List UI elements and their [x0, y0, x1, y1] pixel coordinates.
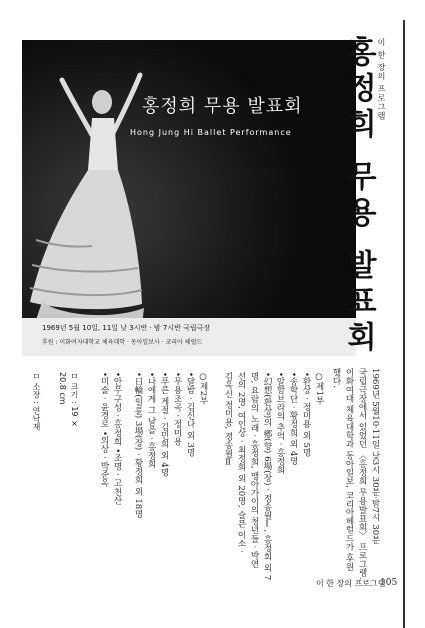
program-item: •달밤 · 김신나 외 3명: [185, 372, 195, 457]
program-item: •나에게 그 날을 · 홍정희: [146, 372, 156, 469]
poster-image: [22, 40, 356, 352]
poster-subtitle: Hong Jung Hi Ballet Performance: [130, 128, 292, 137]
program-item: •알함브라의 추억 · 홍정희: [275, 372, 285, 474]
program-item: •幻想(환상)의 鄕(향) 6場(장) · 정송월Ⅰ, 홍정희 외 7: [262, 372, 272, 581]
dancer-illustration: [22, 40, 356, 352]
program-item: •日輪(일륜) 3場(장) · 황정희 외 18명: [133, 372, 143, 518]
part1-heading: ○제1부: [314, 372, 324, 405]
program-item: 선의 2명, 여인상 · 최정희 외 20명, 슬픈 이소 ·: [236, 372, 246, 553]
staff-line: •미술 · 윤경로 •의상 · 박준옥: [99, 372, 109, 488]
page-rule: [403, 20, 405, 628]
program-item: 김옥신 정미용, 정송월Ⅱ: [223, 372, 233, 468]
poster-sponsor-line: 후원 : 이화여자대학교 체육대학 · 동아일보사 · 코리아 헤럴드: [42, 339, 203, 346]
series-label: 이 한 장의 프로그램: [377, 38, 386, 121]
info-line-1: 1969년 5월10·11일 낮3시 30분·밤7시 30분: [370, 368, 380, 544]
size-label: ㅁ 크기 : 19 × 20.8 cm: [58, 372, 79, 429]
info-line-2: 국립극장에서 있었던 〈홍정희 무용발표회〉 프로그램.: [357, 368, 367, 580]
info-line-4: 했다.: [331, 368, 341, 388]
page-number: 105: [380, 578, 398, 588]
program-item: •무용조곡 · 정미용: [172, 372, 182, 446]
program-item: •푸른 계절 · 김민희 외 4명: [159, 372, 169, 477]
footer-label: 이 한 장의 프로그램: [316, 579, 386, 588]
program-item: •환상 · 정미용 외 5명: [301, 372, 311, 457]
info-line-3: 이화여대 체육대학과 동아일보, 코리아헤럴드가 후원: [344, 368, 354, 571]
poster-date-line: 1969년 5월 10일, 11일 낮 3시반 · 밤 7시반 국립극장: [42, 324, 211, 332]
part2-heading: ○제2부: [198, 372, 208, 405]
program-item: 명, 요람의 노래 · 홍정희, 맹아가이의 청년들 · 박연: [249, 372, 259, 569]
staff-line: •안무구성 · 홍정희 •조명 · 고천산: [112, 372, 122, 505]
owner-label: ㅁ 소장 : 연낙재: [32, 372, 41, 431]
program-item: •송학단 · 황정희 외 4명: [288, 372, 298, 465]
page-title: 홍정희 무용 발표회: [341, 36, 376, 357]
poster-title: 홍정희 무용 발표회: [142, 96, 303, 117]
